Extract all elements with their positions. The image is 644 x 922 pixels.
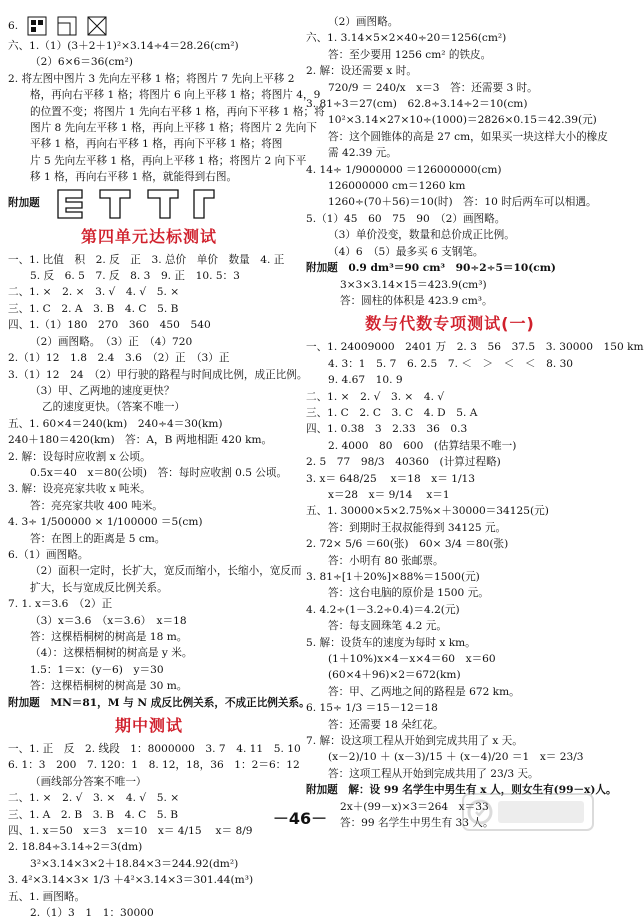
text-line: 1.5：1＝x：(y－6) y＝30 bbox=[30, 663, 164, 676]
text-line: 的位置不变；将图片 1 先向右平移 1 格，再向下平移 1 格；将 bbox=[30, 105, 325, 118]
text-line: 2.（1）12 1.8 2.4 3.6 （2）正 （3）正 bbox=[8, 352, 230, 365]
text-line: 五、1. 画图略。 bbox=[8, 890, 86, 903]
text-line: (1＋10%)x×4－x×4＝60 x＝60 bbox=[328, 653, 496, 666]
text-line: 2. 解：设还需要 x 时。 bbox=[306, 65, 417, 78]
text-line: （画线部分答案不唯一） bbox=[30, 775, 147, 788]
text-line: 5. 解：设货车的速度为每时 x km。 bbox=[306, 636, 476, 649]
right-column bbox=[306, 14, 644, 832]
text-line: 3²×3.14×3×2＋18.84×3＝244.92(dm²) bbox=[30, 857, 239, 870]
text-line: 片 5 先向左平移 1 格，再向上平移 1 格；将图片 2 向下平 bbox=[30, 154, 307, 167]
text-line: 2. 5 77 98/3 40360 (计算过程略) bbox=[306, 456, 501, 469]
text-line: 0.5x＝40 x＝80(公顷) 答：每时应收割 0.5 公顷。 bbox=[30, 466, 288, 479]
text-line: 5. 反 6. 5 7. 反 8. 3 9. 正 10. 5：3 bbox=[30, 270, 240, 283]
text-line: 答：这个圆锥体的高是 27 cm，如果买一块这样大小的橡皮 bbox=[328, 130, 608, 143]
extra-question-line: 附加题 MN＝81，M 与 N 成反比例关系，不成正比例关系。 bbox=[8, 696, 310, 709]
text-line: 7. 解：设这项工程从开始到完成共用了 x 天。 bbox=[306, 735, 523, 748]
text-line: （3）单价没变，数量和总价成正比例。 bbox=[328, 229, 515, 242]
text-line: 2. 将左图中图片 3 先向左平移 1 格；将图片 7 先向上平移 2 bbox=[8, 72, 295, 85]
page-number: －46－ bbox=[272, 809, 328, 828]
text-line: （2）6×6＝36(cm²) bbox=[30, 56, 133, 69]
text-line: （2）画图略。 （3）正 （4）720 bbox=[30, 335, 193, 348]
text-line: 2. 4000 80 600 (估算结果不唯一) bbox=[328, 439, 517, 452]
section-title-midterm: 期中测试 bbox=[114, 716, 183, 736]
watermark-logo bbox=[462, 792, 594, 832]
item-6-label: 6. bbox=[8, 19, 19, 32]
text-line: 需 42.39 元。 bbox=[328, 147, 397, 160]
extra-label: 附加题 bbox=[8, 197, 40, 210]
text-line: 4. 3÷ 1/500000 × 1/100000 ＝5(cm) bbox=[8, 516, 203, 529]
text-line: 图片 8 先向左平移 1 格，再向上平移 1 格；将图片 2 先向下 bbox=[30, 122, 317, 135]
text-line: 答：到期时王叔叔能得到 34125 元。 bbox=[328, 521, 507, 534]
text-line: 3. x＝ 648/25 x＝18 x＝ 1/13 bbox=[306, 472, 476, 485]
text-line: 三、1. C 2. A 3. B 4. C 5. B bbox=[8, 302, 179, 315]
text-line: 240＋180＝420(km) 答：A，B 两地相距 420 km。 bbox=[8, 434, 273, 447]
text-line: （4）6 （5）最多买 6 支钢笔。 bbox=[328, 245, 484, 258]
text-line: x＝28 x＝ 9/14 x＝1 bbox=[328, 488, 450, 501]
text-line: 10²×3.14×27×10÷(1000)＝2826×0.15＝42.39(元) bbox=[328, 114, 597, 127]
square-figures bbox=[24, 15, 116, 37]
text-line: 9. 4.67 10. 9 bbox=[328, 374, 403, 387]
text-line: 6.（1）画图略。 bbox=[8, 548, 89, 561]
text-line: (x－2)/10 ＋ (x－3)/15 ＋ (x－4)/20 ＝1 x＝ 23/3 bbox=[328, 751, 584, 764]
text-line: 三、1. C 2. C 3. C 4. D 5. A bbox=[306, 406, 478, 419]
text-line: 答：小明有 80 张邮票。 bbox=[328, 554, 444, 567]
extra-question-line: 附加题 0.9 dm³＝90 cm³ 90÷2÷5＝10(cm) bbox=[306, 262, 556, 275]
text-line: 五、1. 30000×5×2.75%×＋30000＝34125(元) bbox=[306, 505, 549, 518]
text-line: 3. 81÷3＝27(cm) 62.8÷3.14÷2＝10(cm) bbox=[306, 98, 528, 111]
text-line: 格，再向右平移 1 格；将图片 6 向上平移 1 格；将图片 4，9 bbox=[30, 89, 321, 102]
text-line: 四、1. x＝50 x＝3 x＝10 x＝ 4/15 x＝ 8/9 bbox=[8, 825, 253, 838]
text-line: 六、1.（1）(3＋2＋1)²×3.14÷4＝28.26(cm²) bbox=[8, 40, 239, 52]
text-line: 一、1. 24009000 2401 万 2. 3 56 37.5 3. 30000 150 km bbox=[306, 341, 644, 354]
text-line: 4. 3：1 5. 7 6. 2.5 7. ＜ ＞ ＜ ＜ 8. 30 bbox=[328, 357, 574, 370]
section-title-unit4: 第四单元达标测试 bbox=[80, 226, 217, 246]
text-line: 5.（1）45 60 75 90 （2）画图略。 bbox=[306, 212, 506, 225]
text-line: 答：这项工程从开始到完成共用了 23/3 天。 bbox=[328, 767, 539, 780]
text-line: 答：这台电脑的原价是 1500 元。 bbox=[328, 587, 489, 600]
text-line: 答：这棵梧桐树的树高是 30 m。 bbox=[30, 680, 188, 693]
text-line: 答：甲、乙两地之间的路程是 672 km。 bbox=[328, 685, 520, 698]
section-title-number-algebra: 数与代数专项测试(一) bbox=[365, 314, 535, 334]
text-line: (60×4＋96)×2＝672(km) bbox=[328, 669, 461, 682]
text-line: 2. 解：设每时应收割 x 公顷。 bbox=[8, 450, 151, 463]
extra-question-figures bbox=[8, 186, 290, 222]
text-line: 移 1 格，再向右平移 1 格，就能得到右图。 bbox=[30, 171, 238, 184]
text-line: 1260÷(70＋56)＝10(时) 答：10 时后两车可以相遇。 bbox=[328, 196, 597, 209]
text-line: （4）：这棵梧桐树的树高是 y 米。 bbox=[30, 647, 193, 660]
text-line: 六、1. 3.14×5×2×40÷20＝1256(cm²) bbox=[306, 32, 507, 45]
text-line: 2. 72× 5/6 ＝60(张) 60× 3/4 ＝80(张) bbox=[306, 538, 509, 551]
text-line: 4. 4.2÷(1－3.2÷0.4)＝4.2(元) bbox=[306, 603, 460, 616]
text-line: 三、1. A 2. B 3. B 4. C 5. B bbox=[8, 808, 179, 821]
text-line: 6. 1：3 200 7. 120：1 8. 12，18，36 1：2＝6：12 bbox=[8, 759, 300, 772]
text-line: 720/9 ＝ 240/x x＝3 答：还需要 3 时。 bbox=[328, 81, 538, 94]
text-line: 答：这棵梧桐树的树高是 18 m。 bbox=[30, 631, 188, 643]
text-line: 二、1. × 2. √ 3. × 4. √ 5. × bbox=[8, 792, 180, 805]
text-line: 3. 81÷[1＋20%]×88%＝1500(元) bbox=[306, 571, 480, 583]
text-line: （2）画图略。 bbox=[328, 16, 399, 28]
text-line: （3）x＝3.6 （x＝3.6） x＝18 bbox=[30, 614, 187, 627]
text-line: （3）甲、乙两地的速度更快？ bbox=[30, 384, 175, 397]
text-line: 3×3×3.14×15＝423.9(cm³) bbox=[340, 278, 487, 291]
text-line: （2）面积一定时，长扩大，宽反而缩小，长缩小，宽反而 bbox=[30, 565, 302, 578]
text-line: 7. 1. x＝3.6 （2）正 bbox=[8, 598, 113, 611]
text-line: 二、1. × 2. × 3. √ 4. √ 5. × bbox=[8, 286, 180, 299]
text-line: 6. 15÷ 1/3 ＝15－12＝18 bbox=[306, 702, 438, 715]
extra-question-line: 附加题 解：设 99 名学生中男生有 x 人，则女生有(99－x)人。 bbox=[306, 784, 617, 797]
text-line: 答：还需要 18 朵红花。 bbox=[328, 718, 444, 731]
text-line: 二、1. × 2. √ 3. × 4. √ bbox=[306, 390, 445, 403]
text-line: 答：圆柱的体积是 423.9 cm³。 bbox=[340, 294, 493, 307]
text-line: 答：至少要用 1256 cm² 的铁皮。 bbox=[328, 48, 492, 61]
text-line: 答：亮亮家共收 400 吨米。 bbox=[30, 499, 163, 512]
text-line: 四、1.（1）180 270 360 450 540 bbox=[8, 319, 211, 332]
text-line: 2x＋(99－x)×3＝264 x＝33 bbox=[340, 800, 489, 813]
text-line: 2.（1）3 1 1：30000 bbox=[30, 907, 154, 920]
text-line: 五、1. 60×4＝240(km) 240÷4＝30(km) bbox=[8, 417, 223, 430]
text-line: 3. 4²×3.14×3× 1/3 ＋4²×3.14×3＝301.44(m³) bbox=[8, 874, 254, 887]
text-line: 平移 1 格，再向右平移 1 格，再向下平移 1 格；将图 bbox=[30, 138, 283, 151]
text-line: 126000000 cm＝1260 km bbox=[328, 180, 466, 193]
text-line: 一、1. 正 反 2. 线段 1：8000000 3. 7 4. 11 5. 10 bbox=[8, 743, 301, 756]
text-line: 3.（1）12 24 （2）甲行驶的路程与时间成比例，成正比例。 bbox=[8, 368, 308, 381]
text-line: 答：在图上的距离是 5 cm。 bbox=[30, 532, 166, 545]
text-line: 4. 14÷ 1/9000000 ＝126000000(cm) bbox=[306, 163, 502, 176]
text-line: 3. 解：设亮亮家共收 x 吨米。 bbox=[8, 483, 151, 496]
tetromino-figures bbox=[48, 188, 218, 220]
text-line: 2. 18.84÷3.14÷2＝3(dm) bbox=[8, 841, 143, 854]
text-line: 乙的速度更快。（答案不唯一） bbox=[42, 401, 186, 414]
text-line: 一、1. 比值 积 2. 反 正 3. 总价 单价 数量 4. 正 bbox=[8, 253, 285, 266]
text-line: 四、1. 0.38 3 2.33 36 0.3 bbox=[306, 423, 468, 436]
fig-row-6 bbox=[8, 14, 290, 38]
text-line: 答：每支圆珠笔 4.2 元。 bbox=[328, 620, 447, 633]
text-line: 扩大，长与宽成反比例关系。 bbox=[30, 581, 168, 594]
text-line: 答：99 名学生中男生有 33 人。 bbox=[340, 817, 494, 830]
